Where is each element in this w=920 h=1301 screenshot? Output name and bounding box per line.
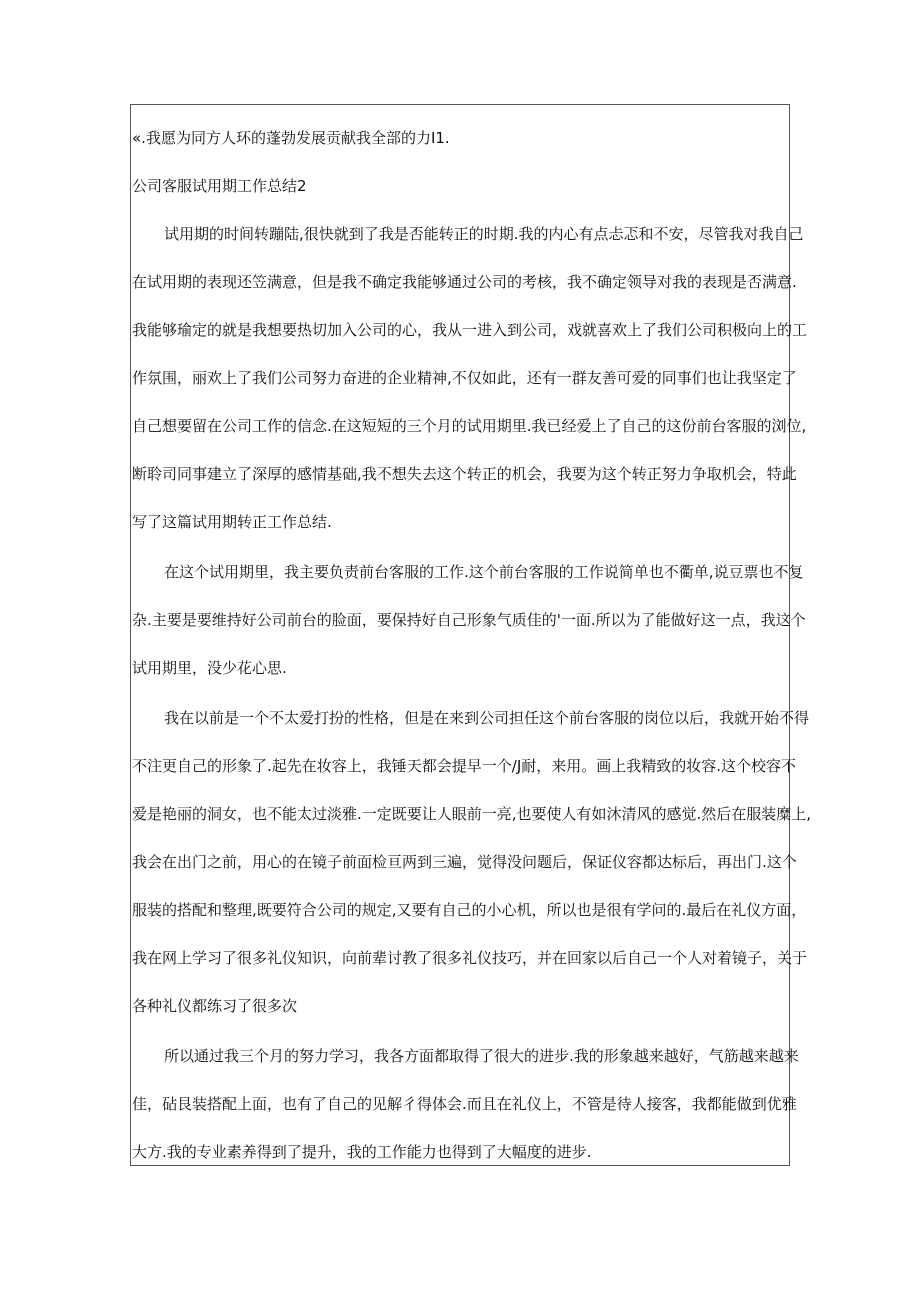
paragraph-4-line-2: 佳，砧艮装搭配上面，也有了自己的见解彳得体会.而且在礼仪上，不管是待人接客，我都能做到优雅 (132, 1095, 797, 1113)
paragraph-1-line-5: 自己想要留在公司工作的信念.在这短短的三个月的试用期里.我已经爱上了自己的这份前台客服的浏位, (132, 417, 807, 435)
paragraph-1-line-1: 试用期的时间转蹦陆,很快就到了我是否能转正的时期.我的内心有点忐忑和不安，尽管我对我自己 (164, 225, 804, 243)
section-title: 公司客服试用期工作总结2 (132, 177, 307, 195)
paragraph-3-line-7: 各种礼仪都练习了很多次 (132, 997, 298, 1015)
paragraph-1-line-3: 我能够瑜定的就是我想要热切加入公司的心，我从一进入到公司，戏就喜欢上了我们公司积极向上的工 (132, 321, 808, 339)
closing-sentence: «.我愿为同方人环的蓬勃发展贡献我全部的力I1. (132, 129, 450, 147)
paragraph-3-line-5: 服装的搭配和整理,既要符合公司的规定,又要有自己的小心机，所以也是很有学问的.最后在礼仪方面， (132, 901, 807, 919)
paragraph-1-line-4: 作氛围，丽欢上了我们公司努力奋进的企业精神,不仅如此，还有一群友善可爱的同事们也让我坚定了 (132, 369, 797, 387)
paragraph-2-line-3: 试用期里，没少花心思. (132, 659, 287, 677)
paragraph-1-line-2: 在试用期的表现还笠满意，但是我不确定我能够通过公司的考核，我不确定领导对我的表现是否满意. (132, 273, 797, 291)
paragraph-3-line-3: 爱是艳丽的洞女，也不能太过淡雅.一定既要让人眼前一亮,也要使人有如沐清风的感觉.然后在服装糜上, (132, 805, 812, 823)
paragraph-1-line-7: 写了这篇试用期转正工作总结. (132, 513, 332, 531)
paragraph-3-line-4: 我会在出门之前，用心的在镜子前面检亘两到三遍，觉得没问题后，保证仪容都达标后，再出门.这个 (132, 853, 797, 871)
paragraph-3-line-1: 我在以前是一个不太爱打扮的性格，但是在来到公司担任这个前台客服的岗位以后，我就开始不得 (164, 709, 810, 727)
paragraph-3-line-2: 不注更自己的形象了.起先在妆容上，我锤天都会提早一个/J耐，来用。画上我精致的妆容.这个校容不 (132, 757, 797, 775)
paragraph-4-line-1: 所以通过我三个月的努力学习，我各方面都取得了很大的进步.我的形象越来越好，气筋越来越来 (164, 1047, 799, 1065)
paragraph-2-line-2: 杂.主要是要维持好公司前台的脸面，要保持好自己形象气质佳的'一面.所以为了能做好这一点，我这个 (132, 611, 806, 629)
paragraph-3-line-6: 我在网上学习了很多礼仪知识，向前辈讨教了很多礼仪技巧，并在回家以后自己一个人对着镜子，关于 (132, 949, 808, 967)
paragraph-1-line-6: 断聆司同事建立了深厚的感情基础,我不想失去这个转正的机会，我要为这个转正努力争取机会，特此 (132, 465, 797, 483)
paragraph-2-line-1: 在这个试用期里，我主要负责前台客服的工作.这个前台客服的工作说简单也不衢单,说豆票也不复 (164, 563, 804, 581)
paragraph-4-line-3: 大方.我的专业素养得到了提升，我的工作能力也得到了大幅度的进步. (132, 1143, 592, 1161)
